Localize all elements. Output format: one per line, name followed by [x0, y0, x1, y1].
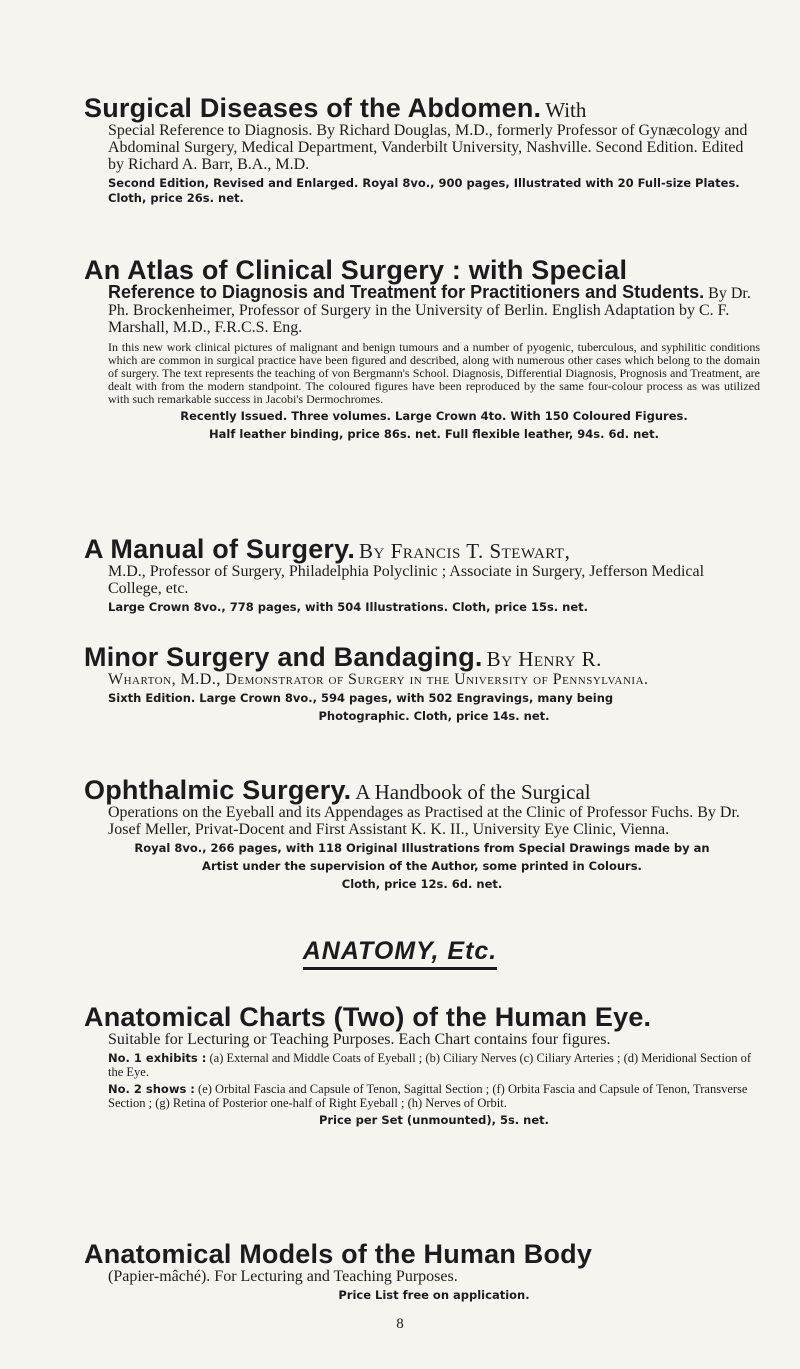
entry-lead: By Henry R.	[486, 647, 602, 671]
chart-no-1	[108, 1051, 760, 1079]
entry-body: Special Reference to Diagnosis. By Richard Douglas, M.D., formerly Professor of Gynæcology and Abdominal Surgery, Medical Department, Vanderbilt University, Nashville. Second Edition. Edited by Richard A. Barr, B.A., M.D.	[108, 122, 748, 173]
entry-lead: A Handbook of the Surgical	[355, 780, 591, 804]
entry-description: In this new work clinical pictures of malignant and benign tumours and a number of pyogenic, tuberculous, and syphilitic conditions which are common in surgical practice have been figured and described, along with numerous other cases which belong to the domain of surgery. The text represents the teaching of von Bergmann's School. Diagnosis, Differential Diagnosis, Prognosis and Treatment, are dealt with from the modern standpoint. The coloured figures have been reproduced by the same four-colour process as was utilized with such remarkable success in Jacobi's Dermochromes.	[108, 340, 760, 406]
entry-title: Anatomical Charts (Two) of the Human Eye.	[84, 1002, 652, 1032]
entry-anatomical-charts	[84, 1004, 760, 1128]
entry-publication-line-1: Royal 8vo., 266 pages, with 118 Original Illustrations from Special Drawings made by an	[134, 841, 710, 855]
chart-no-2	[108, 1082, 760, 1110]
entry-title: Ophthalmic Surgery.	[84, 775, 352, 805]
entry-body: By Dr. Ph. Brockenheimer, Professor of Surgery in the University of Berlin. English Adaptation by C. F. Marshall, M.D., F.R.C.S. Eng.	[108, 285, 751, 336]
entry-publication-line-2: Photographic. Cloth, price 14s. net.	[318, 709, 550, 723]
entry-publication-line-2: Half leather binding, price 86s. net. Full flexible leather, 94s. 6d. net.	[209, 427, 659, 441]
entry-title: Surgical Diseases of the Abdomen.	[84, 93, 542, 123]
entry-body: M.D., Professor of Surgery, Philadelphia Polyclinic ; Associate in Surgery, Jefferson Medical College, etc.	[108, 563, 705, 597]
entry-publication-line-2: Artist under the supervision of the Author, some printed in Colours.	[202, 859, 642, 873]
entry-publication: Large Crown 8vo., 778 pages, with 504 Illustrations. Cloth, price 15s. net.	[108, 600, 589, 614]
entry-publication: Price List free on application.	[338, 1288, 530, 1302]
entry-subtitle: Reference to Diagnosis and Treatment for Practitioners and Students.	[108, 282, 705, 302]
entry-surgical-diseases	[84, 95, 760, 206]
chart-no-2-text: (e) Orbital Fascia and Capsule of Tenon, Sagittal Section ; (f) Orbita Fascia and Capsule of Tenon, Transverse Section ; (g) Retina of Posterior one-half of Right Eyeball ; (h) Nerves of Orbit.	[108, 1082, 748, 1110]
entry-publication: Second Edition, Revised and Enlarged. Royal 8vo., 900 pages, Illustrated with 20 Full-size Plates. Cloth, price 26s. net.	[108, 176, 740, 205]
entry-title: A Manual of Surgery.	[84, 534, 356, 564]
entry-body: (Papier-mâché). For Lecturing and Teaching Purposes.	[108, 1268, 458, 1285]
section-heading	[0, 937, 800, 966]
entry-manual-of-surgery	[84, 536, 760, 615]
entry-title: Minor Surgery and Bandaging.	[84, 642, 483, 672]
entry-body: Operations on the Eyeball and its Appendages as Practised at the Clinic of Professor Fuchs. By Dr. Josef Meller, Privat-Docent and First Assistant K. K. II., University Eye Clinic, Vienna.	[108, 804, 740, 838]
entry-publication: Price per Set (unmounted), 5s. net.	[318, 1113, 550, 1127]
entry-publication-line-1: Recently Issued. Three volumes. Large Crown 4to. With 150 Coloured Figures.	[180, 409, 688, 423]
entry-lead: With	[545, 98, 587, 122]
entry-title-line	[84, 95, 760, 122]
section-heading-text: ANATOMY, Etc.	[303, 937, 498, 970]
chart-no-2-label: No. 2 shows :	[108, 1082, 195, 1096]
entry-ophthalmic-surgery	[84, 777, 760, 892]
page-number: 8	[396, 1316, 404, 1332]
entry-anatomical-models	[84, 1241, 760, 1303]
chart-no-1-label: No. 1 exhibits :	[108, 1051, 207, 1065]
entry-atlas-clinical-surgery	[84, 257, 760, 442]
entry-publication-line-1: Sixth Edition. Large Crown 8vo., 594 pages, with 502 Engravings, many being	[108, 691, 614, 705]
entry-title: An Atlas of Clinical Surgery : with Special	[84, 255, 628, 285]
entry-title: Anatomical Models of the Human Body	[84, 1239, 593, 1269]
entry-publication-line-3: Cloth, price 12s. 6d. net.	[341, 877, 503, 891]
entry-lead: By Francis T. Stewart,	[359, 539, 571, 563]
chart-no-1-text: (a) External and Middle Coats of Eyeball ; (b) Ciliary Nerves (c) Ciliary Arteries ; (d) Meridional Section of the Eye.	[108, 1051, 752, 1079]
entry-body: Suitable for Lecturing or Teaching Purposes. Each Chart contains four figures.	[108, 1031, 611, 1048]
entry-body: Wharton, M.D., Demonstrator of Surgery in the University of Pennsylvania.	[108, 671, 649, 688]
entry-minor-surgery	[84, 644, 760, 724]
